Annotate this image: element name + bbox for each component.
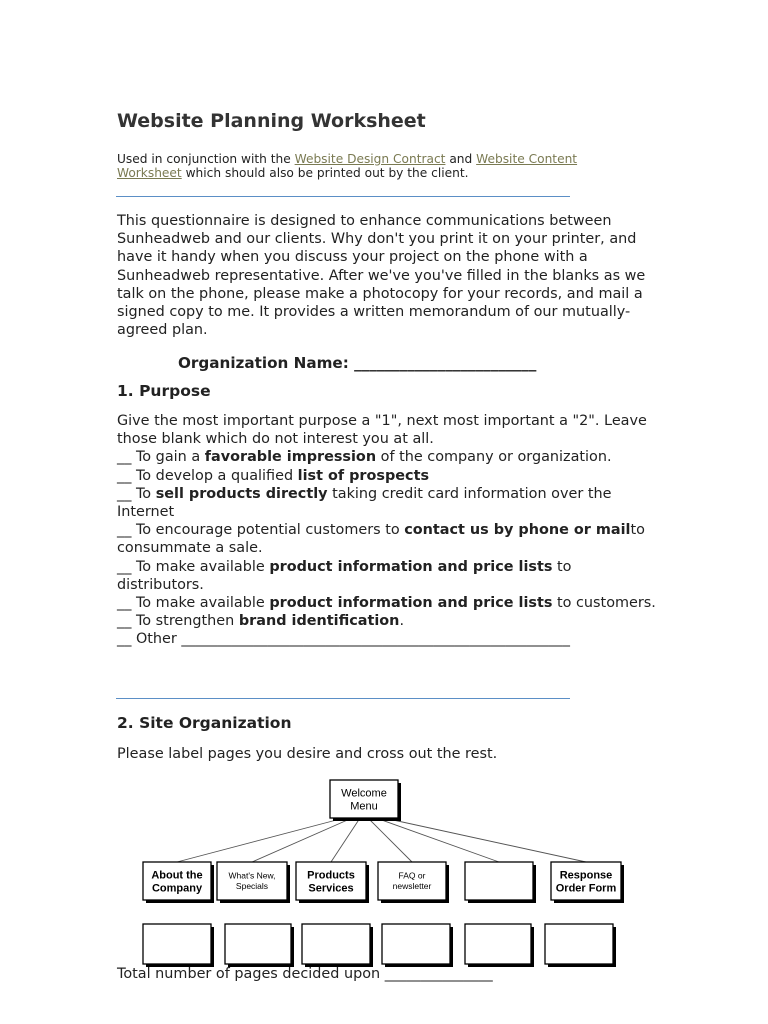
purpose-item-text: __ To gain a bbox=[117, 449, 205, 466]
purpose-item-text-end: . bbox=[399, 613, 405, 630]
website-content-worksheet-link[interactable]: Website Content Worksheet bbox=[117, 152, 578, 180]
page-label: What's New, bbox=[228, 870, 276, 881]
connector-line bbox=[368, 818, 412, 862]
purpose-item-emphasis: contact us by phone or mail bbox=[404, 522, 631, 539]
page-label: About the bbox=[151, 869, 203, 882]
description-paragraph: This questionnaire is designed to enhance communications between Sunheadweb and our clients. Why don't you print it on your printer, and have it handy when you discuss your project on the phone with a Sunheadweb representative. After we've you've filled in the blanks as we talk on the phone, please make a photocopy for your records, and mail a signed copy to me. It provides a written memorandum of our mutually-agreed plan. bbox=[117, 213, 646, 339]
page-label: newsletter bbox=[392, 881, 432, 892]
purpose-item-emphasis: product information and price lists bbox=[269, 558, 553, 575]
site-organization-instructions: Please label pages you desire and cross out the rest. bbox=[117, 746, 498, 762]
purpose-item-text-end: to consummate a sale. bbox=[117, 522, 645, 557]
purpose-item-text-end: to distributors. bbox=[117, 558, 572, 593]
total-pages-field[interactable]: Total number of pages decided upon _______________ bbox=[117, 966, 493, 982]
blank-page-box bbox=[465, 924, 531, 964]
page-label: Products bbox=[307, 869, 355, 882]
blank-page-box bbox=[225, 924, 291, 964]
purpose-item-text-end: taking credit card information over the Internet bbox=[117, 485, 612, 521]
intro-middle: and bbox=[445, 152, 477, 166]
blank-page-box bbox=[382, 924, 450, 964]
page-label: Response bbox=[559, 869, 613, 882]
blank-page-box bbox=[545, 924, 613, 964]
purpose-item-text-end: to customers. bbox=[552, 595, 656, 612]
purpose-item-text: __ To develop a qualified bbox=[117, 467, 298, 484]
purpose-item-text-end: of the company or organization. bbox=[376, 449, 612, 466]
page-label: Order Form bbox=[555, 882, 617, 895]
intro-before: Used in conjunction with the bbox=[117, 152, 295, 166]
page-label: Company bbox=[151, 882, 203, 895]
site-organization-heading: 2. Site Organization bbox=[117, 714, 292, 732]
purpose-item-emphasis: product information and price lists bbox=[269, 595, 553, 612]
organization-name-field[interactable]: Organization Name: ________________________ bbox=[178, 354, 537, 372]
purpose-item-emphasis: list of prospects bbox=[297, 467, 430, 484]
page-label: FAQ or bbox=[398, 870, 426, 881]
page-box bbox=[465, 862, 533, 900]
purpose-item-text: __ To encourage potential customers to bbox=[117, 522, 405, 539]
purpose-item-emphasis: sell products directly bbox=[155, 485, 328, 502]
connector-line bbox=[331, 818, 360, 862]
blank-page-box bbox=[302, 924, 370, 964]
page-label: Specials bbox=[235, 881, 269, 892]
intro-after: which should also be printed out by the client. bbox=[181, 166, 469, 180]
purpose-item-emphasis: favorable impression bbox=[204, 449, 377, 466]
purpose-item-text: __ To make available bbox=[117, 595, 270, 612]
connector-line bbox=[376, 818, 499, 862]
purpose-item-text: __ To bbox=[117, 485, 156, 502]
purpose-item-text: __ To make available bbox=[117, 558, 270, 575]
purpose-instructions: Give the most important purpose a "1", next most important a "2". Leave those blank which do not interest you at all. bbox=[117, 413, 647, 448]
welcome-menu-label: Welcome bbox=[341, 787, 387, 800]
connector-line bbox=[177, 818, 344, 862]
purpose-heading: 1. Purpose bbox=[117, 382, 211, 400]
blank-page-box bbox=[143, 924, 211, 964]
purpose-item-emphasis: brand identification bbox=[238, 613, 400, 630]
purpose-item-text: __ Other ______________________________________________________ bbox=[117, 631, 570, 648]
website-design-contract-link[interactable]: Website Design Contract bbox=[294, 152, 446, 166]
connector-line bbox=[252, 818, 352, 862]
page-label: Services bbox=[308, 882, 354, 895]
connector-line bbox=[384, 818, 586, 862]
welcome-menu-label: Menu bbox=[350, 800, 378, 813]
page-title: Website Planning Worksheet bbox=[117, 110, 426, 132]
purpose-item-text: __ To strengthen bbox=[117, 613, 239, 630]
